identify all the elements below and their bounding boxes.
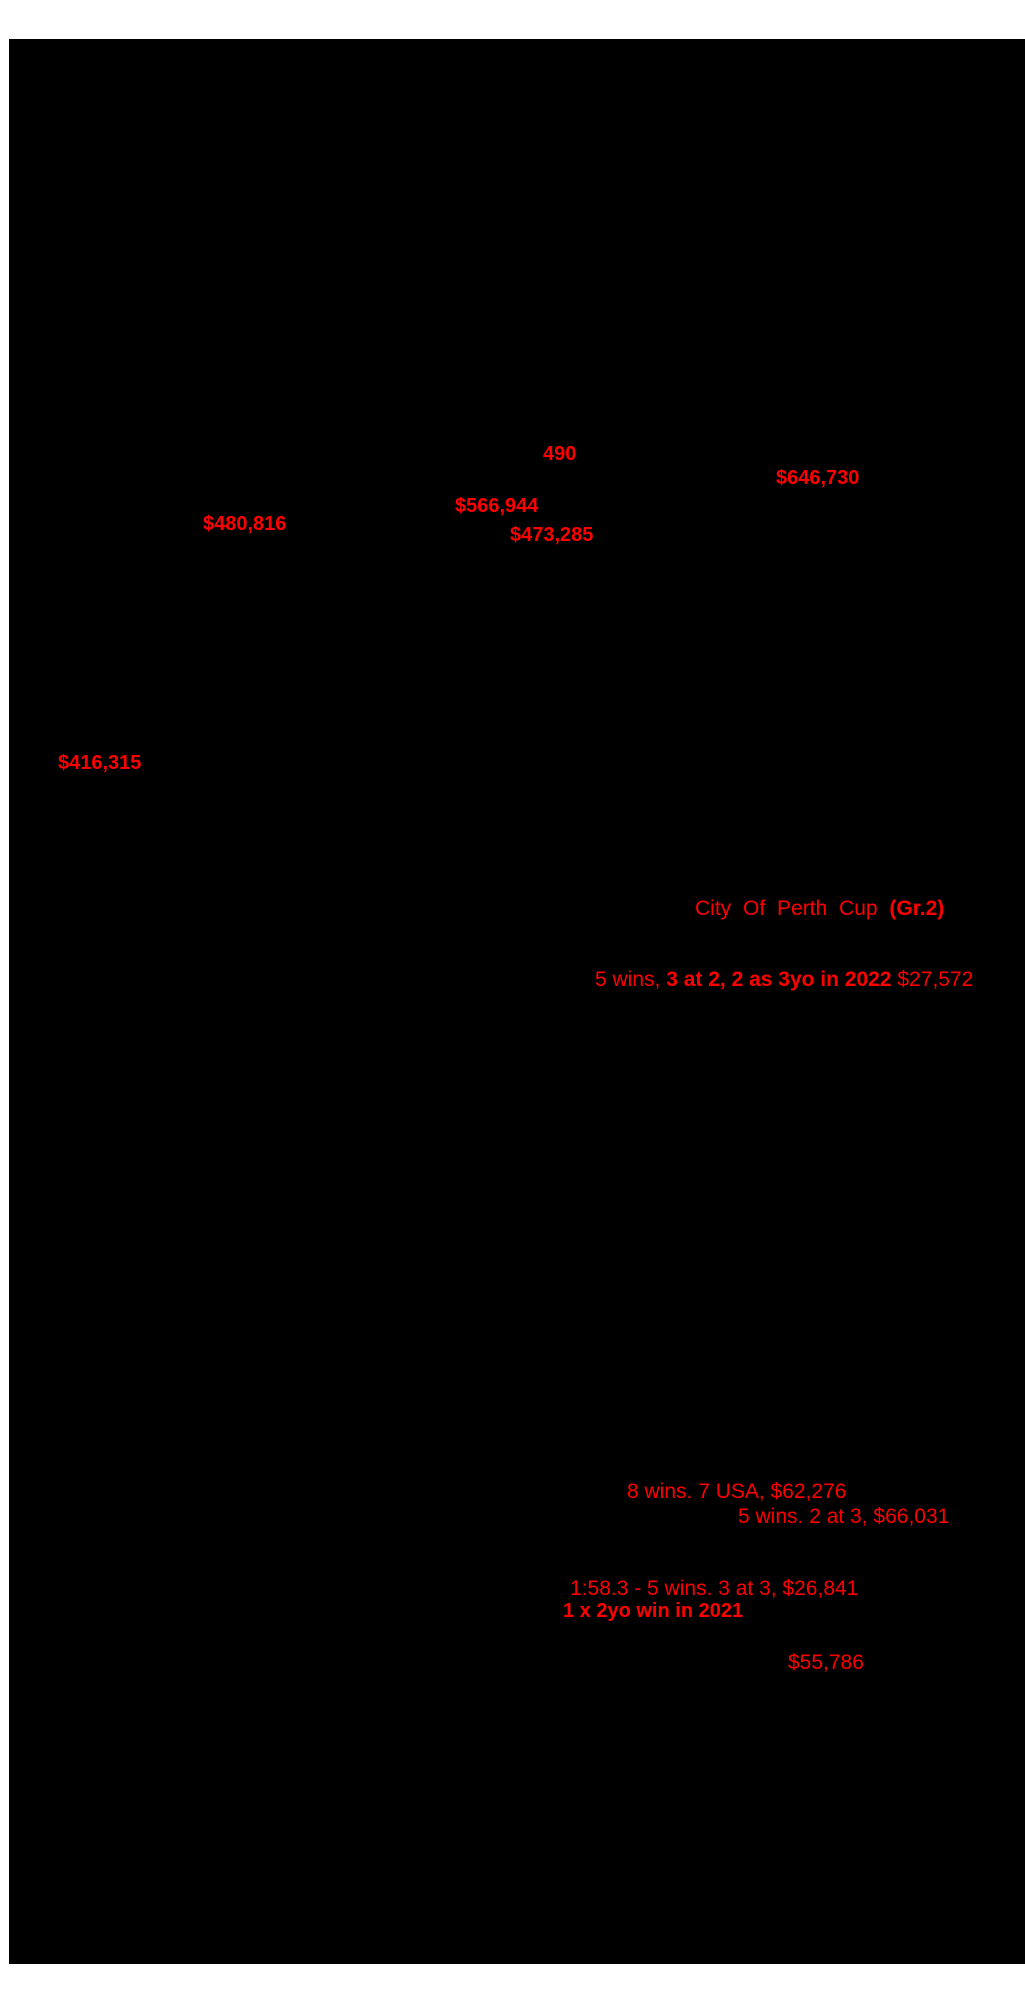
highlight-earnings-473285: $473,285 <box>510 524 594 546</box>
highlight-record-mile-time: 1:58.3 - 5 wins. 3 at 3, $26,841 <box>570 1577 859 1600</box>
record-earnings: $27,572 <box>891 968 974 991</box>
highlight-earnings-480816: $480,816 <box>203 513 287 535</box>
record-wins-prefix: 5 wins, <box>595 968 667 991</box>
highlight-earnings-55786: $55,786 <box>788 1651 864 1674</box>
highlight-race-record-2022 <box>595 968 973 991</box>
record-wins-detail: 3 at 2, 2 as 3yo in 2022 <box>666 968 892 991</box>
highlight-record-2yo-win: 1 x 2yo win in 2021 <box>563 1600 744 1622</box>
race-group-label: (Gr.2) <box>877 897 945 920</box>
highlight-earnings-566944: $566,944 <box>455 495 539 517</box>
race-name-text: City Of Perth Cup <box>695 897 878 920</box>
highlight-earnings-646730: $646,730 <box>776 467 860 489</box>
highlight-record-5wins-2at3: 5 wins. 2 at 3, $66,031 <box>738 1505 950 1528</box>
highlight-race-name-city-of-perth-cup <box>695 897 944 920</box>
highlight-earnings-416315: $416,315 <box>58 752 142 774</box>
highlight-foal-count: 490 <box>543 443 577 465</box>
document-black-canvas <box>9 39 1025 1964</box>
highlight-record-usa-wins: 8 wins. 7 USA, $62,276 <box>627 1480 847 1503</box>
